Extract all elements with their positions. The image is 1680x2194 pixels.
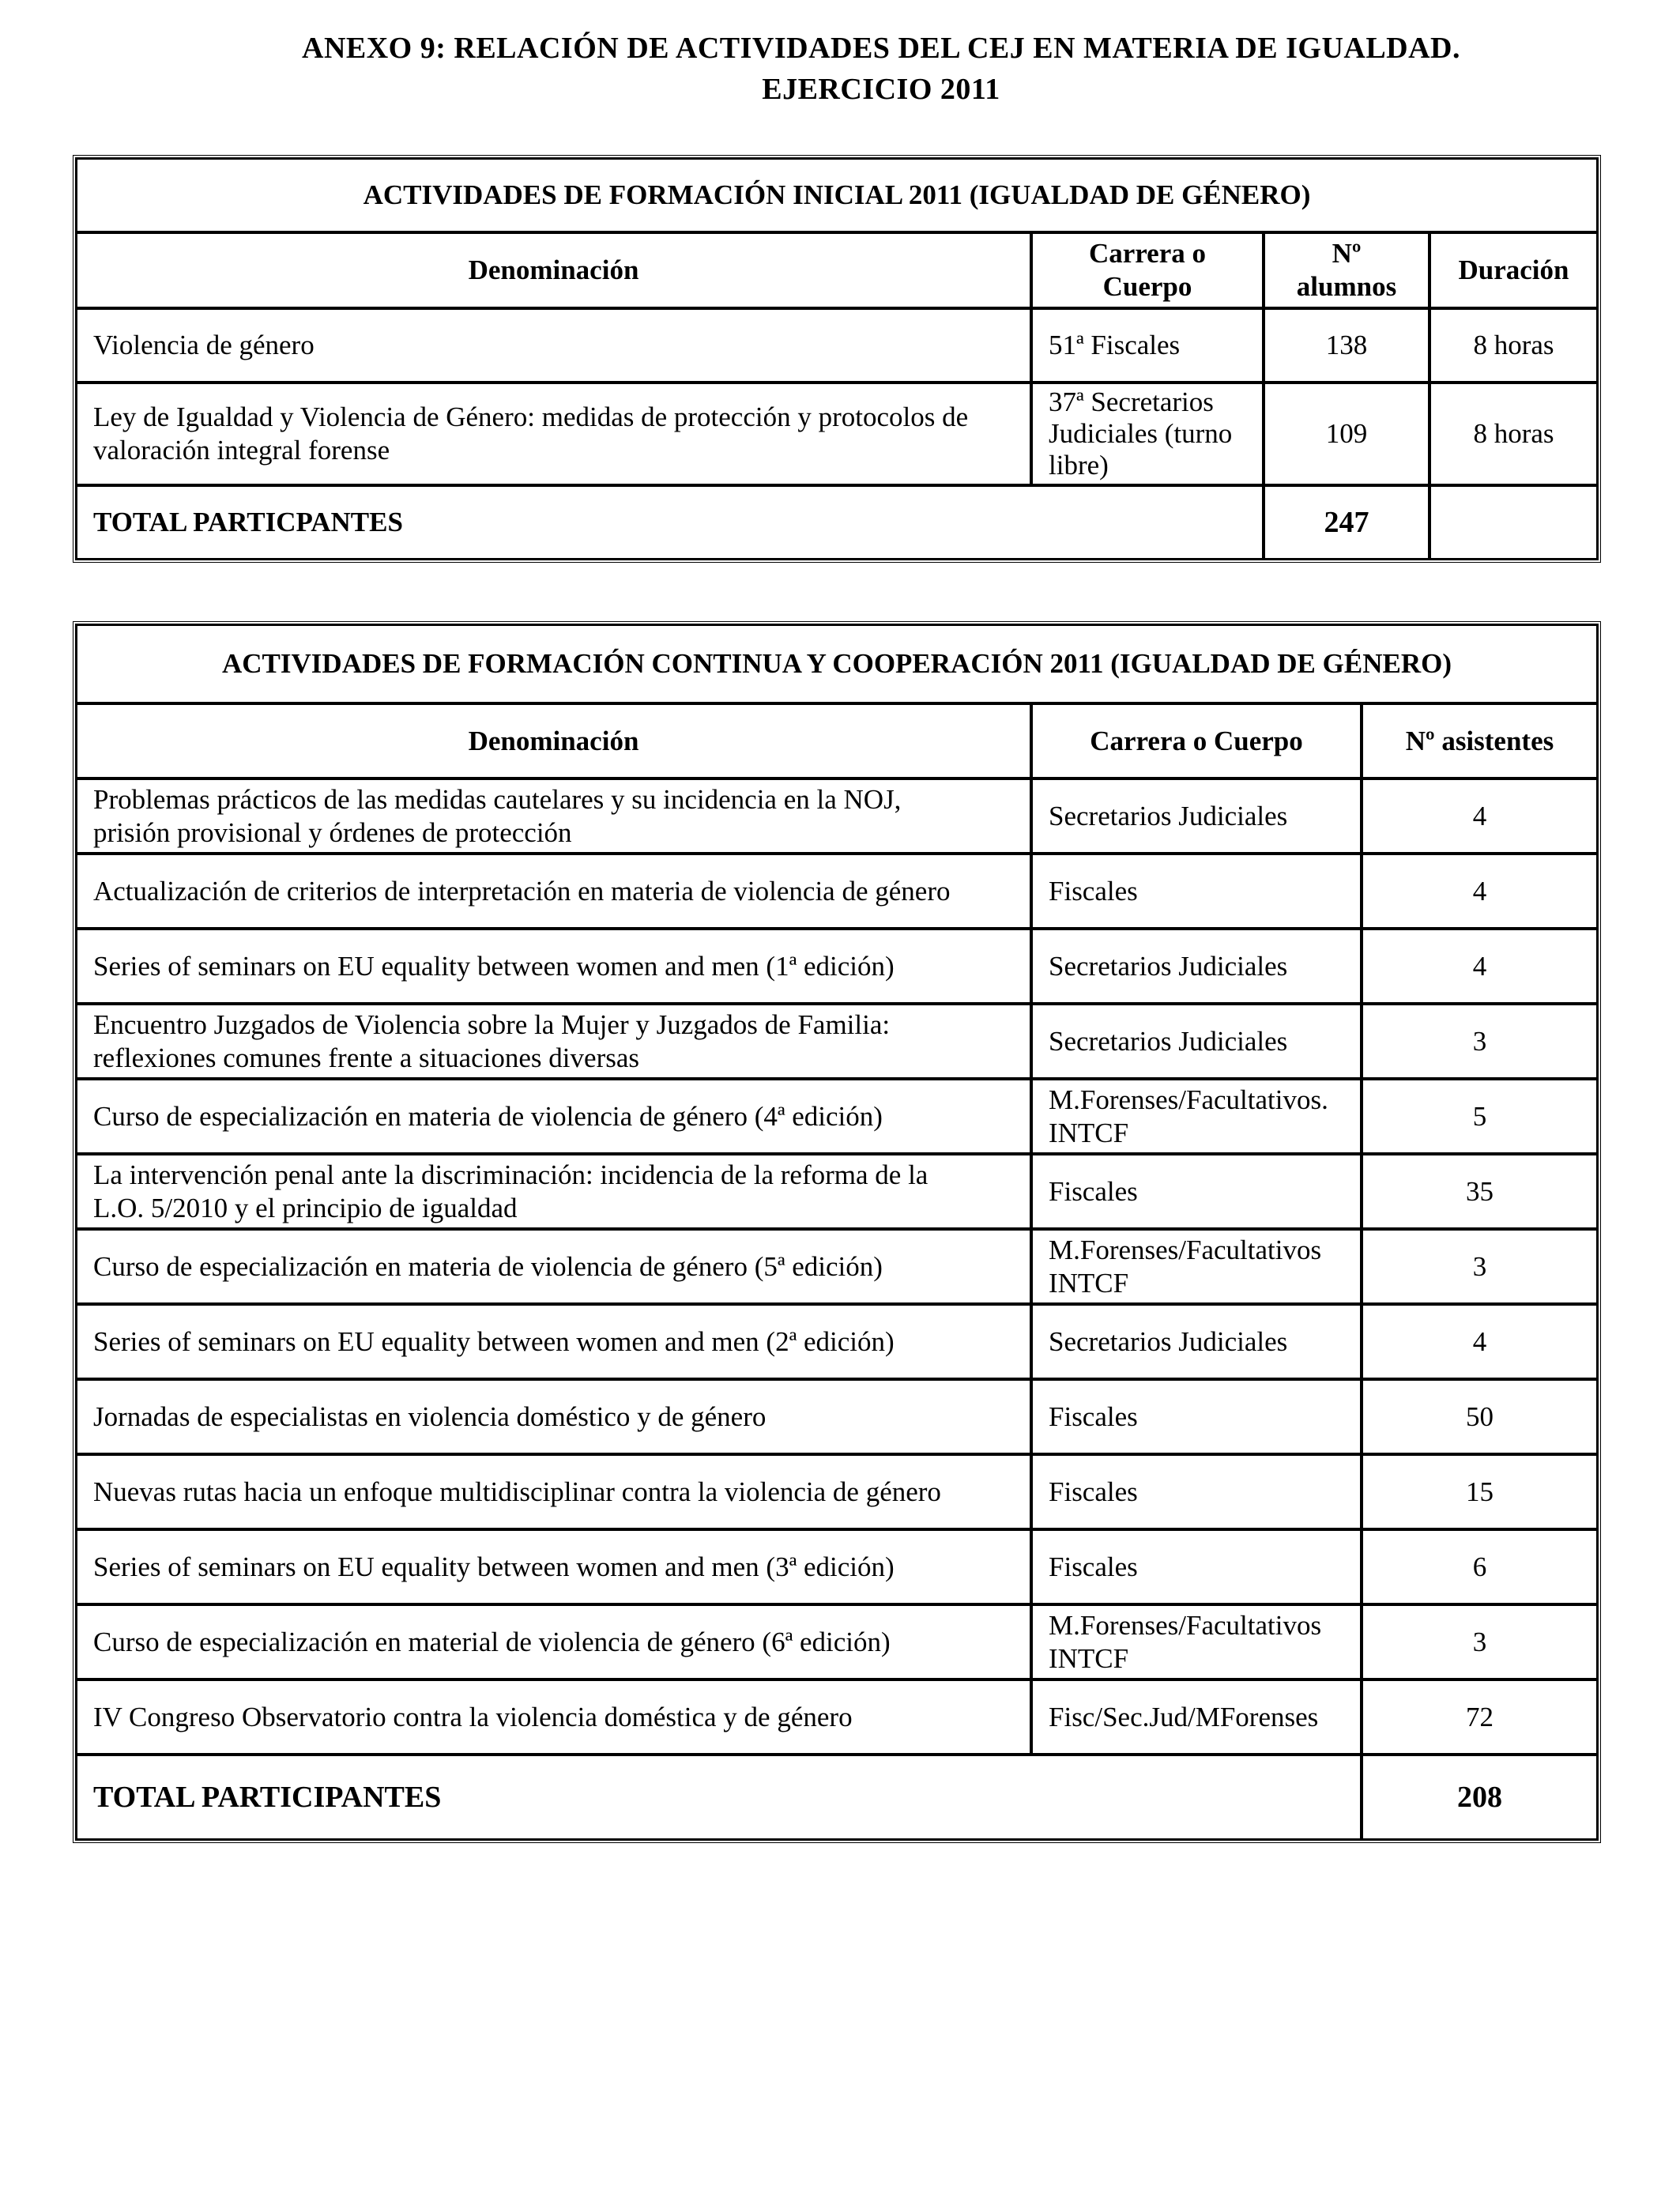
initial-training-table <box>73 155 1601 563</box>
table-row <box>76 1079 1598 1154</box>
career-cell: M.Forenses/Facultativos INTCF <box>1031 1229 1362 1304</box>
attendee-count: 3 <box>1362 1229 1598 1304</box>
table-row <box>76 854 1598 929</box>
table-caption: ACTIVIDADES DE FORMACIÓN INICIAL 2011 (IGUALDAD DE GÉNERO) <box>76 158 1598 232</box>
career-cell: Fiscales <box>1031 1154 1362 1229</box>
total-label: TOTAL PARTICIPANTES <box>76 1755 1362 1840</box>
total-row <box>76 485 1598 560</box>
attendee-count: 6 <box>1362 1529 1598 1604</box>
career-cell: Fisc/Sec.Jud/MForenses <box>1031 1679 1362 1755</box>
attendee-count: 3 <box>1362 1604 1598 1679</box>
table-row <box>76 308 1598 383</box>
total-value: 208 <box>1362 1755 1598 1840</box>
attendee-count: 35 <box>1362 1154 1598 1229</box>
table-row <box>76 1154 1598 1229</box>
attendee-count: 4 <box>1362 1304 1598 1379</box>
empty-cell <box>1430 485 1598 560</box>
career-cell: Fiscales <box>1031 1529 1362 1604</box>
activity-name: Encuentro Juzgados de Violencia sobre la Mujer y Juzgados de Familia: reflexiones comunes frente a situaciones diversas <box>76 1004 1031 1079</box>
total-value: 247 <box>1264 485 1430 560</box>
activity-name: Problemas prácticos de las medidas cautelares y su incidencia en la NOJ, prisión provisional y órdenes de protección <box>76 778 1031 854</box>
attendee-count: 72 <box>1362 1679 1598 1755</box>
activity-name: Jornadas de especialistas en violencia doméstico y de género <box>76 1379 1031 1454</box>
career-cell: Secretarios Judiciales <box>1031 929 1362 1004</box>
attendee-count: 50 <box>1362 1379 1598 1454</box>
table-row <box>76 1679 1598 1755</box>
activity-name: Series of seminars on EU equality between women and men (2ª edición) <box>76 1304 1031 1379</box>
career-cell: 51ª Fiscales <box>1031 308 1264 383</box>
table-row <box>76 1229 1598 1304</box>
activity-name: IV Congreso Observatorio contra la violencia doméstica y de género <box>76 1679 1031 1755</box>
continuing-training-table <box>73 621 1601 1843</box>
attendee-count: 4 <box>1362 929 1598 1004</box>
table-row <box>76 1454 1598 1529</box>
activity-name: Curso de especialización en materia de violencia de género (5ª edición) <box>76 1229 1031 1304</box>
career-cell: Fiscales <box>1031 1379 1362 1454</box>
career-cell: M.Forenses/Facultativos INTCF <box>1031 1604 1362 1679</box>
table-row <box>76 1604 1598 1679</box>
attendee-count: 5 <box>1362 1079 1598 1154</box>
attendee-count: 4 <box>1362 778 1598 854</box>
career-cell: Secretarios Judiciales <box>1031 1304 1362 1379</box>
column-header-asistentes: Nº asistentes <box>1362 703 1598 778</box>
table-row <box>76 778 1598 854</box>
table-row <box>76 1379 1598 1454</box>
attendee-count: 3 <box>1362 1004 1598 1079</box>
document-subtitle: EJERCICIO 2011 <box>762 73 1000 106</box>
column-header-carrera: Carrera o Cuerpo <box>1031 232 1264 308</box>
column-header-duracion: Duración <box>1430 232 1598 308</box>
career-cell: Fiscales <box>1031 1454 1362 1529</box>
column-header-carrera: Carrera o Cuerpo <box>1031 703 1362 778</box>
activity-name: Ley de Igualdad y Violencia de Género: medidas de protección y protocolos de valoración integral forense <box>76 383 1031 485</box>
document-title: ANEXO 9: RELACIÓN DE ACTIVIDADES DEL CEJ EN MATERIA DE IGUALDAD. <box>302 32 1460 65</box>
activity-name: Nuevas rutas hacia un enfoque multidisciplinar contra la violencia de género <box>76 1454 1031 1529</box>
attendee-count: 15 <box>1362 1454 1598 1529</box>
table-row <box>76 1304 1598 1379</box>
career-cell: 37ª Secretarios Judiciales (turno libre) <box>1031 383 1264 485</box>
table-row <box>76 383 1598 485</box>
activity-name: Violencia de género <box>76 308 1031 383</box>
attendee-count: 4 <box>1362 854 1598 929</box>
table-row <box>76 929 1598 1004</box>
activity-name: Series of seminars on EU equality between women and men (3ª edición) <box>76 1529 1031 1604</box>
total-label: TOTAL PARTICPANTES <box>76 485 1264 560</box>
career-cell: Secretarios Judiciales <box>1031 1004 1362 1079</box>
column-header-denominacion: Denominación <box>76 232 1031 308</box>
column-header-alumnos: Nº alumnos <box>1264 232 1430 308</box>
table-caption: ACTIVIDADES DE FORMACIÓN CONTINUA Y COOPERACIÓN 2011 (IGUALDAD DE GÉNERO) <box>76 624 1598 703</box>
table-row <box>76 1004 1598 1079</box>
activity-name: Curso de especialización en materia de violencia de género (4ª edición) <box>76 1079 1031 1154</box>
column-header-denominacion: Denominación <box>76 703 1031 778</box>
activity-name: La intervención penal ante la discriminación: incidencia de la reforma de la L.O. 5/2010 y el principio de igualdad <box>76 1154 1031 1229</box>
table-row <box>76 1529 1598 1604</box>
activity-name: Series of seminars on EU equality between women and men (1ª edición) <box>76 929 1031 1004</box>
activity-name: Actualización de criterios de interpretación en materia de violencia de género <box>76 854 1031 929</box>
career-cell: M.Forenses/Facultativos. INTCF <box>1031 1079 1362 1154</box>
career-cell: Secretarios Judiciales <box>1031 778 1362 854</box>
duration: 8 horas <box>1430 308 1598 383</box>
student-count: 138 <box>1264 308 1430 383</box>
activity-name: Curso de especialización en material de violencia de género (6ª edición) <box>76 1604 1031 1679</box>
total-row <box>76 1755 1598 1840</box>
student-count: 109 <box>1264 383 1430 485</box>
duration: 8 horas <box>1430 383 1598 485</box>
career-cell: Fiscales <box>1031 854 1362 929</box>
